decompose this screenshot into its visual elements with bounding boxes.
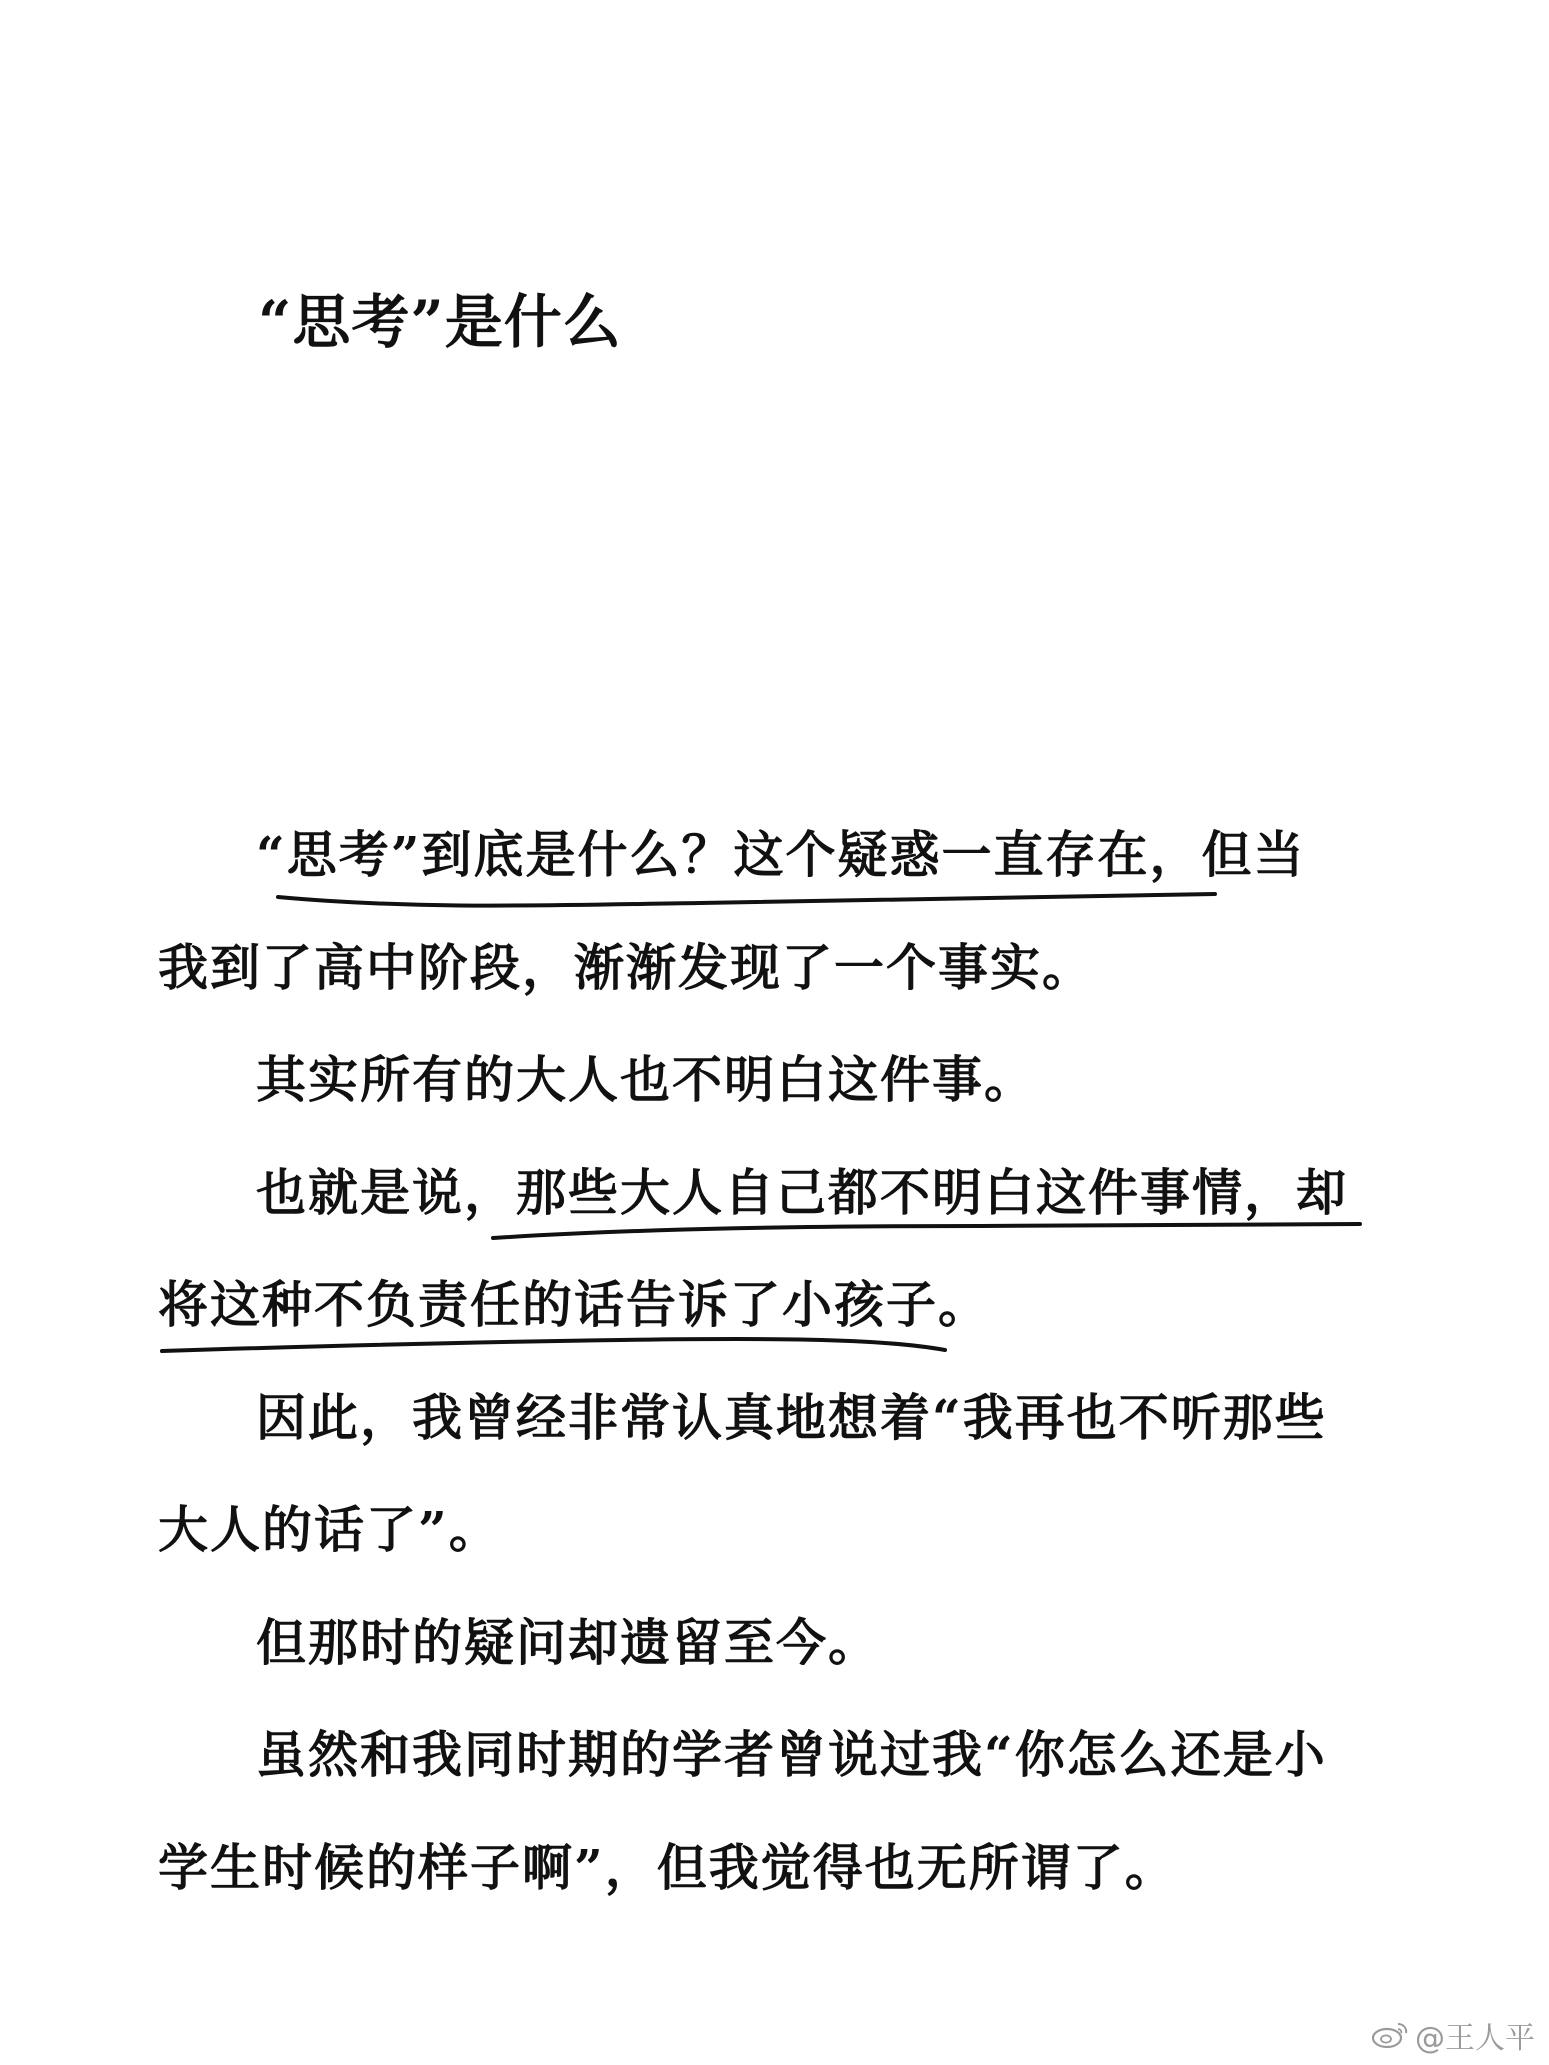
- paragraph-line: 学生时候的样子啊”，但我觉得也无所谓了。: [158, 1838, 1177, 1897]
- paragraph-line: 我到了高中阶段，渐渐发现了一个事实。: [158, 938, 1094, 997]
- paragraph-line: 但那时的疑问却遗留至今。: [256, 1613, 880, 1672]
- weibo-watermark: [1371, 2013, 1535, 2057]
- page-title: “思考”是什么: [258, 288, 622, 356]
- watermark-text: @王人平: [1415, 2021, 1535, 2056]
- paragraph-line: 因此，我曾经非常认真地想着“我再也不听那些: [256, 1388, 1327, 1447]
- paragraph-line: 也就是说，那些大人自己都不明白这件事情，却: [256, 1163, 1348, 1222]
- paragraph-line: 其实所有的大人也不明白这件事。: [256, 1050, 1036, 1109]
- paragraph-line: 大人的话了”。: [158, 1500, 501, 1559]
- underline-1: [278, 894, 1215, 906]
- paragraph-line: “思考”到底是什么？这个疑惑一直存在，但当: [256, 825, 1306, 884]
- paragraph-line: 虽然和我同时期的学者曾说过我“你怎么还是小: [256, 1725, 1327, 1784]
- paragraph-line: 将这种不负责任的话告诉了小孩子。: [158, 1275, 990, 1334]
- weibo-icon: [1371, 2020, 1409, 2050]
